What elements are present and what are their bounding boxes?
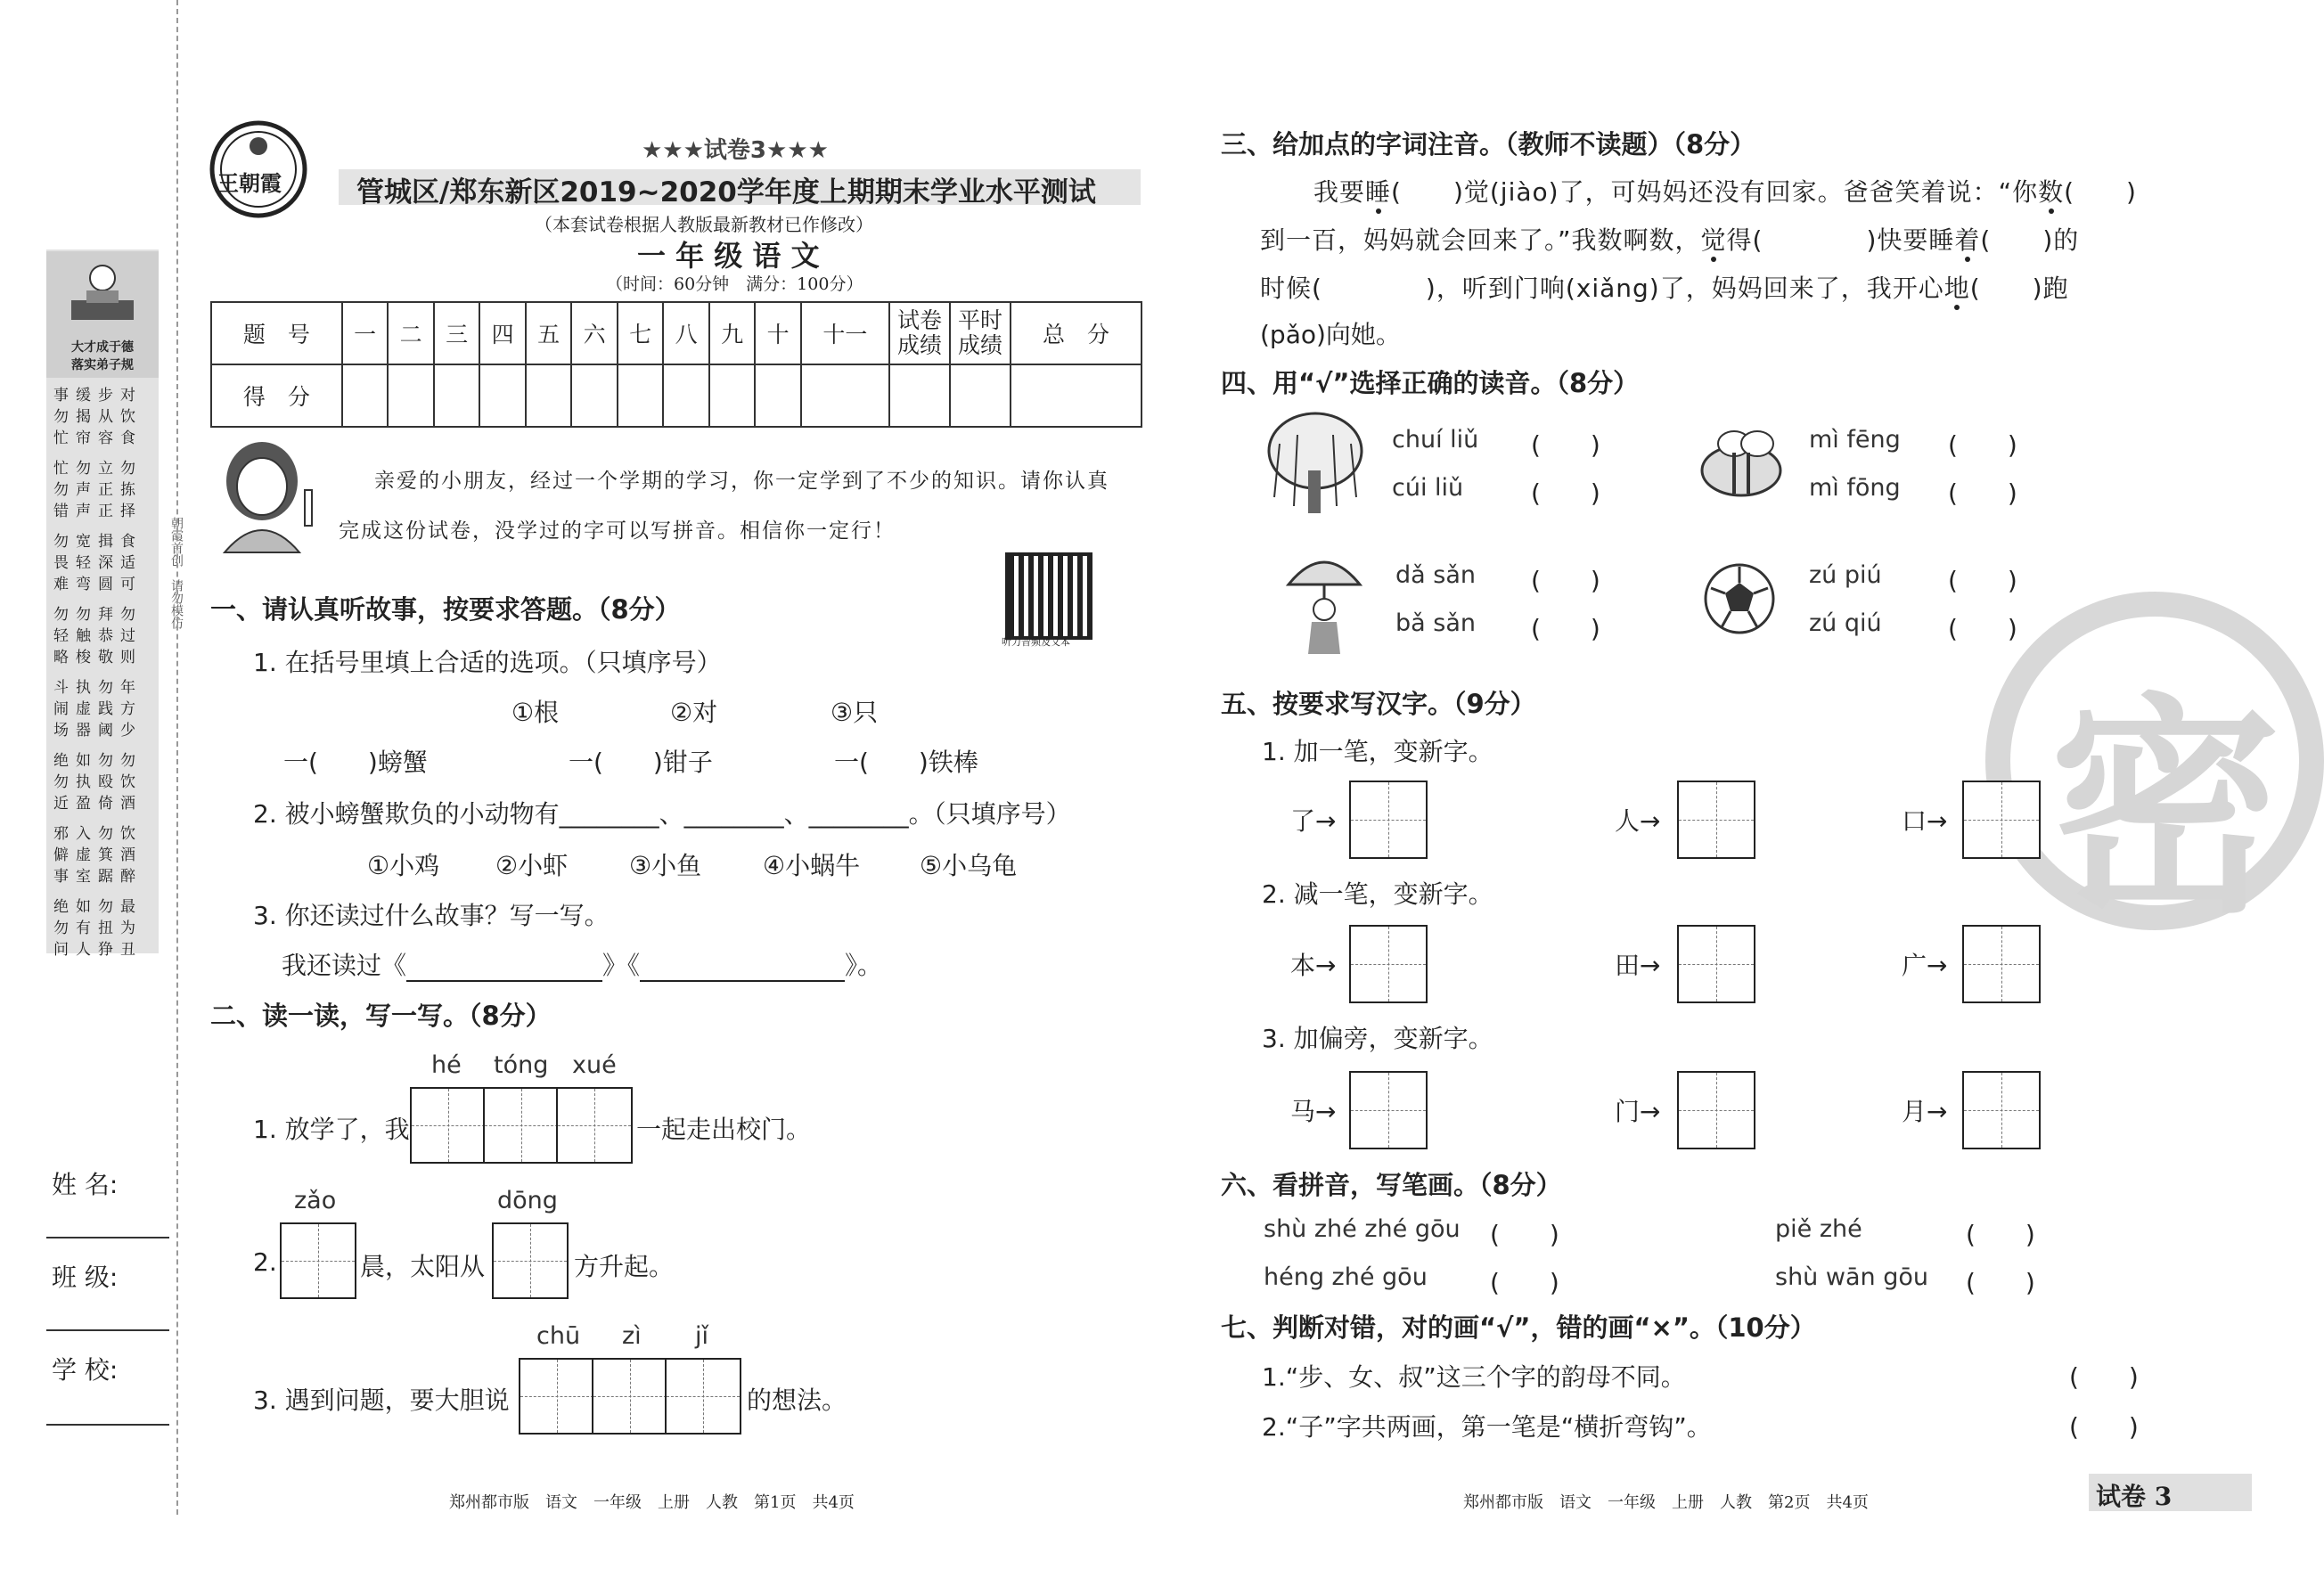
s3-text[interactable]: 得( )快要睡 [1726, 225, 1955, 255]
motto-line: 畏轻深适 [53, 554, 143, 572]
score-row [211, 364, 1142, 427]
score-header-cell: 九 [709, 302, 756, 364]
s7-q2: 2.“子”字共两画，第一笔是“横折弯钩”。 [1262, 1412, 1712, 1442]
writing-grid[interactable] [1962, 925, 2041, 1003]
soccer-ball-icon [1702, 561, 1777, 636]
s1-opt-2: ②对 [670, 698, 718, 727]
s5-r3-b: 门→ [1615, 1097, 1661, 1126]
s2-line-1b: 一起走出校门。 [636, 1115, 812, 1144]
cut-line [176, 0, 178, 1515]
score-header-cell: 十 [755, 302, 801, 364]
watermark-text: 密 [2050, 675, 2281, 944]
s3-line-3 [1260, 269, 2069, 305]
qr-caption: 听力音频及文本 [1002, 636, 1070, 648]
section-5-title: 五、按要求写汉字。（9分） [1221, 689, 1536, 719]
s1-q3-close: 》。 [845, 951, 883, 980]
motto-line: 勿勿拜勿 [53, 606, 143, 624]
s3-text: 我要 [1313, 177, 1366, 207]
motto-line: 绝如勿勿 [53, 752, 143, 770]
exam-note: （本套试卷根据人教版最新教材已作修改） [535, 214, 873, 235]
motto-title: 大才成于德 落实弟子规 [71, 340, 134, 372]
logo-text: 王朝霞 [217, 170, 282, 196]
motto-line: 勿声正拣 [53, 481, 143, 499]
footer-right: 郑州都市版 语文 一年级 上册 人教 第2页 共4页 [1463, 1493, 1869, 1512]
score-header-row [211, 302, 1142, 364]
motto-line: 闹虚践方 [53, 700, 143, 718]
s1-fill-2[interactable]: 一( )钳子 [569, 748, 713, 777]
s1-q3: 3. 你还读过什么故事？写一写。 [253, 901, 610, 930]
s4-option-2a: mì fēng [1809, 426, 1901, 454]
s5-r2-b: 田→ [1615, 951, 1661, 980]
s5-r1-a: 了→ [1290, 806, 1337, 836]
brand-logo [205, 116, 312, 223]
s3-dotted-char: 着 [1954, 225, 1981, 255]
s6-answer-2[interactable]: ( ) [1966, 1220, 2035, 1249]
motto-line: 轻触恭过 [53, 627, 143, 645]
s3-line-4: (pǎo)向她。 [1260, 320, 1401, 349]
s2-line-3b: 的想法。 [747, 1386, 847, 1415]
s4-answer-4b[interactable]: ( ) [1948, 614, 2017, 643]
s4-answer-2b[interactable]: ( ) [1948, 478, 2017, 508]
section-7-title: 七、判断对错，对的画“√”，错的画“×”。（10分） [1221, 1312, 1816, 1343]
motto-line: 略梭敬则 [53, 649, 143, 666]
score-input-cell[interactable] [342, 364, 389, 427]
school-input-line[interactable] [46, 1424, 169, 1426]
s2-pinyin-2a: zǎo [294, 1187, 337, 1214]
s4-option-4b: zú qiú [1809, 609, 1882, 637]
s5-r1-c: 口→ [1902, 806, 1948, 836]
section-4-title: 四、用“√”选择正确的读音。（8分） [1221, 368, 1640, 398]
writing-grid[interactable] [1677, 781, 1755, 859]
score-header-cell: 平时成绩 [950, 302, 1011, 364]
score-row-label: 得 分 [211, 364, 342, 427]
willow-tree-icon [1262, 408, 1369, 515]
s2-pinyin-3b: zì [622, 1322, 642, 1350]
subject-title: 一 年 级 语 文 [637, 239, 820, 273]
motto-line: 忙帘容食 [53, 429, 143, 447]
s5-r1-b: 人→ [1615, 806, 1661, 836]
s3-blank[interactable]: ( )跑 [1969, 274, 2069, 303]
writing-grid[interactable] [1677, 1071, 1755, 1149]
writing-grid[interactable] [280, 1222, 356, 1299]
s5-q2: 2. 减一笔，变新字。 [1262, 879, 1493, 909]
score-input-cell[interactable] [618, 364, 664, 427]
motto-line: 勿揭从饮 [53, 408, 143, 426]
motto-line: 斗执勿年 [53, 679, 143, 697]
motto-line: 场器阈少 [53, 722, 143, 740]
writing-grid[interactable] [665, 1358, 741, 1435]
score-header-cell: 八 [663, 302, 709, 364]
writing-grid[interactable] [1349, 925, 1428, 1003]
intro-text [339, 456, 1141, 556]
s5-r2-c: 广→ [1902, 951, 1948, 980]
motto-line: 忙勿立勿 [53, 460, 143, 478]
writing-grid[interactable] [519, 1358, 595, 1435]
s1-q2[interactable]: 2. 被小螃蟹欺负的小动物有________、________、________。（只填序号） [253, 799, 1071, 829]
score-header-cell: 六 [571, 302, 618, 364]
writing-grid[interactable] [1349, 1071, 1428, 1149]
motto-line: 近盈倚酒 [53, 795, 143, 813]
s1-q3-answer[interactable] [282, 946, 882, 982]
motto-columns [53, 385, 151, 969]
score-input-cell[interactable] [388, 364, 434, 427]
class-label: 班 级: [52, 1263, 119, 1292]
paper-badge: ★★★试卷3★★★ [642, 137, 829, 164]
vertical-note: 朝霞首创 请勿模仿 [169, 517, 184, 629]
s4-answer-1b[interactable]: ( ) [1531, 478, 1600, 508]
s2-line-3a: 3. 遇到问题，要大胆说 [253, 1386, 510, 1415]
s2-pinyin-1b: tóng [494, 1051, 549, 1079]
s2-pinyin-2b: dōng [497, 1187, 558, 1214]
school-label: 学 校: [52, 1355, 119, 1385]
qr-code[interactable] [1005, 552, 1092, 640]
s4-option-1a: chuí liǔ [1392, 426, 1479, 454]
s3-text[interactable]: 时候( )，听到门响(xiǎng)了，妈妈回来了，我开心 [1260, 274, 1944, 303]
score-input-cell[interactable] [479, 364, 526, 427]
s7-answer-2[interactable]: ( ) [2069, 1412, 2139, 1442]
umbrella-girl-icon [1280, 540, 1369, 665]
s4-option-3a: dǎ sǎn [1395, 561, 1476, 589]
scholar-figure-icon [46, 251, 159, 340]
name-label: 姓 名: [52, 1170, 119, 1199]
teacher-illustration [207, 437, 331, 552]
s3-dotted-char: 地 [1943, 274, 1970, 303]
score-input-cell[interactable] [571, 364, 618, 427]
s5-q1: 1. 加一笔，变新字。 [1262, 737, 1493, 766]
intro-line-2: 完成这份试卷，没学过的字可以写拼音。相信你一定行！ [339, 519, 896, 543]
score-input-cell[interactable] [801, 364, 889, 427]
footer-tag: 试卷 3 [2096, 1482, 2173, 1511]
s2-line-1a: 1. 放学了，我 [253, 1115, 410, 1144]
s2-line-2b: 晨，太阳从 [360, 1252, 486, 1281]
motto-line: 事缓步对 [53, 387, 143, 405]
exam-title: 管城区/郑东新区2019~2020学年度上期期末学业水平测试 [356, 176, 1096, 208]
s3-blank[interactable]: ( ) [2064, 177, 2137, 207]
s6-item-4: shù wān gōu [1775, 1263, 1928, 1291]
s4-option-3b: bǎ sǎn [1395, 609, 1476, 637]
s7-answer-1[interactable]: ( ) [2069, 1362, 2139, 1392]
s5-q3: 3. 加偏旁，变新字。 [1262, 1024, 1493, 1053]
section-1-title: 一、请认真听故事，按要求答题。（8分） [210, 594, 681, 625]
bee-icon [1690, 426, 1788, 506]
footer-left: 郑州都市版 语文 一年级 上册 人教 第1页 共4页 [449, 1493, 855, 1512]
s4-answer-1a[interactable]: ( ) [1531, 430, 1600, 460]
writing-grid[interactable] [1962, 781, 2041, 859]
s1-q3-mid: 》《 [602, 951, 641, 980]
s4-answer-3a[interactable]: ( ) [1531, 566, 1600, 595]
s4-option-2b: mì fōng [1809, 474, 1901, 502]
s1-animal-2: ②小虾 [495, 851, 569, 880]
exam-time: （时间：60分钟 满分：100分） [606, 274, 863, 294]
score-input-cell[interactable] [755, 364, 801, 427]
s1-fill-3[interactable]: 一( )铁棒 [834, 748, 978, 777]
score-header-cell: 四 [479, 302, 526, 364]
motto-line: 勿宽揖食 [53, 533, 143, 551]
writing-grid[interactable] [1962, 1071, 2041, 1149]
score-header-cell: 总 分 [1011, 302, 1142, 364]
section-2-title: 二、读一读，写一写。（8分） [210, 1001, 552, 1031]
section-6-title: 六、看拼音，写笔画。（8分） [1221, 1170, 1562, 1200]
s6-item-1: shù zhé zhé gōu [1264, 1215, 1461, 1243]
score-header-cell: 二 [388, 302, 434, 364]
s1-animal-3: ③小鱼 [629, 851, 702, 880]
motto-line: 错声正择 [53, 503, 143, 520]
motto-line: 问人狰丑 [53, 941, 143, 959]
score-table [210, 301, 1142, 428]
s4-answer-3b[interactable]: ( ) [1531, 614, 1600, 643]
score-input-cell[interactable] [709, 364, 756, 427]
s5-r2-a: 本→ [1290, 951, 1337, 980]
s1-story-line-2[interactable] [640, 951, 845, 982]
s4-answer-2a[interactable]: ( ) [1948, 430, 2017, 460]
motto-line: 事室踞醉 [53, 868, 143, 886]
score-header-cell: 一 [342, 302, 389, 364]
writing-grid[interactable] [556, 1087, 633, 1164]
score-input-cell[interactable] [950, 364, 1011, 427]
s2-line-2c: 方升起。 [574, 1252, 675, 1281]
s1-q1: 1. 在括号里填上合适的选项。（只填序号） [253, 648, 722, 677]
motto-line: 勿有扭为 [53, 920, 143, 937]
s7-q1: 1.“步、女、叔”这三个字的韵母不同。 [1262, 1362, 1686, 1392]
motto-box [46, 251, 159, 378]
s5-r3-a: 马→ [1290, 1097, 1337, 1126]
s6-item-3: héng zhé gōu [1264, 1263, 1428, 1291]
score-input-cell[interactable] [1011, 364, 1142, 427]
score-header-cell: 三 [434, 302, 480, 364]
s6-answer-3[interactable]: ( ) [1490, 1268, 1559, 1297]
s6-answer-1[interactable]: ( ) [1490, 1220, 1559, 1249]
writing-grid[interactable] [483, 1087, 560, 1164]
s1-opt-1: ①根 [511, 698, 560, 727]
name-input-line[interactable] [46, 1237, 169, 1238]
score-input-cell[interactable] [434, 364, 480, 427]
s1-animal-4: ④小蜗牛 [763, 851, 861, 880]
s2-line-2a: 2. [253, 1247, 277, 1277]
motto-line: 邪入勿饮 [53, 825, 143, 843]
s4-option-1b: cúi liǔ [1392, 474, 1464, 502]
s2-pinyin-3c: jǐ [695, 1322, 709, 1350]
s1-animal-5: ⑤小乌龟 [920, 851, 1018, 880]
writing-grid[interactable] [410, 1087, 487, 1164]
score-input-cell[interactable] [889, 364, 950, 427]
motto-line: 绝如勿最 [53, 898, 143, 916]
s3-blank[interactable]: ( )的 [1980, 225, 2080, 255]
s6-item-2: piě zhé [1775, 1215, 1862, 1243]
s1-q3-open: 我还读过《 [282, 951, 407, 980]
s2-pinyin-3a: chū [536, 1322, 581, 1350]
s3-line-2 [1260, 221, 2079, 257]
writing-grid[interactable] [1677, 925, 1755, 1003]
s1-story-line-1[interactable] [406, 951, 602, 982]
motto-line: 勿执殴饮 [53, 773, 143, 791]
s3-text: 到一百，妈妈就会回来了。”我数啊数， [1260, 225, 1701, 255]
s1-fill-1[interactable]: 一( )螃蟹 [283, 748, 428, 777]
s3-text[interactable]: ( )觉(jiào)了，可妈妈还没有回家。爸爸笑着说：“你 [1391, 177, 2039, 207]
score-header-cell: 五 [526, 302, 572, 364]
motto-line: 僻虚箕酒 [53, 846, 143, 864]
s3-dotted-char: 数 [2038, 177, 2065, 207]
s1-opt-3: ③只 [831, 698, 879, 727]
s3-line-1 [1313, 173, 2137, 208]
s6-answer-4[interactable]: ( ) [1966, 1268, 2035, 1297]
score-input-cell[interactable] [526, 364, 572, 427]
s2-pinyin-1a: hé [431, 1051, 462, 1079]
section-3-title: 三、给加点的字词注音。（教师不读题）（8分） [1221, 129, 1756, 159]
score-header-cell: 七 [618, 302, 664, 364]
s4-option-4a: zú piú [1809, 561, 1882, 589]
score-header-cell: 十一 [801, 302, 889, 364]
motto-line: 难弯圆可 [53, 576, 143, 593]
s1-animal-1: ①小鸡 [367, 851, 440, 880]
s3-dotted-char: 觉 [1700, 225, 1727, 255]
score-header-cell: 题 号 [211, 302, 342, 364]
s3-dotted-char: 睡 [1365, 177, 1392, 207]
writing-grid[interactable] [492, 1222, 569, 1299]
writing-grid[interactable] [1349, 781, 1428, 859]
intro-line-1: 亲爱的小朋友，经过一个学期的学习，你一定学到了不少的知识。请你认真 [374, 470, 1109, 493]
s5-r3-c: 月→ [1902, 1097, 1948, 1126]
score-header-cell: 试卷成绩 [889, 302, 950, 364]
score-input-cell[interactable] [663, 364, 709, 427]
writing-grid[interactable] [592, 1358, 668, 1435]
class-input-line[interactable] [46, 1329, 169, 1331]
s4-answer-4a[interactable]: ( ) [1948, 566, 2017, 595]
s2-pinyin-1c: xué [572, 1051, 617, 1079]
